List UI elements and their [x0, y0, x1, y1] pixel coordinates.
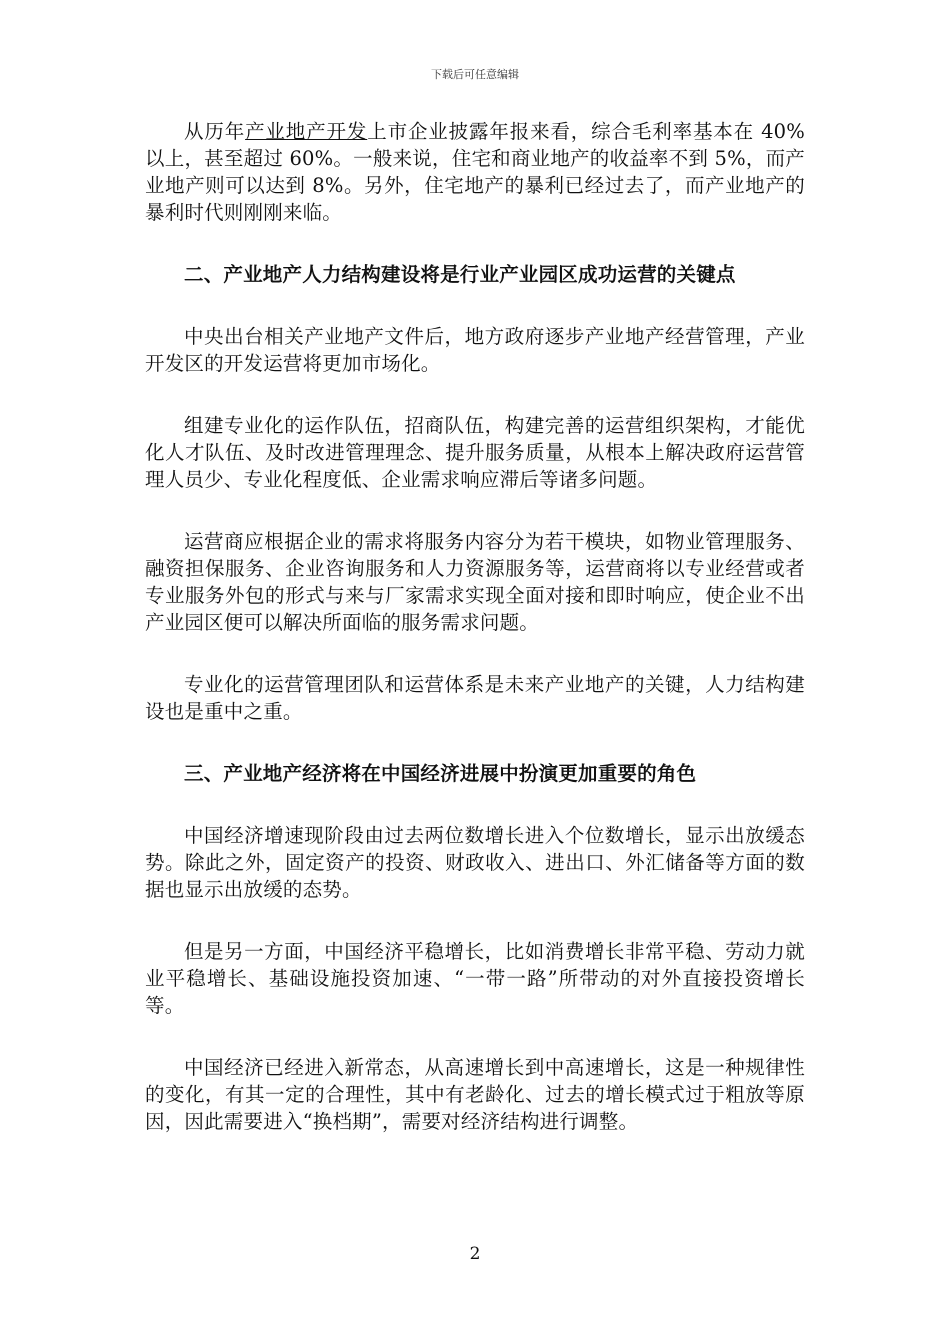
intro-paragraph	[145, 118, 805, 226]
page-number: 2	[469, 1244, 481, 1264]
section-3-paragraph-2: 但是另一方面，中国经济平稳增长，比如消费增长非常平稳、劳动力就业平稳增长、基础设施投资加速、“一带一路”所带动的对外直接投资增长等。	[145, 940, 805, 1017]
section-2-paragraph-1: 中央出台相关产业地产文件后，地方政府逐步产业地产经营管理，产业开发区的开发运营将更加市场化。	[145, 325, 805, 375]
intro-text-rest: 上市企业披露年报来看，综合毛利率基本在 40%以上，甚至超过 60%。一般来说，住宅和商业地产的收益率不到 5%，而产业地产则可以达到 8%。另外，住宅地产的暴利已经过去了，而产业地产的暴利时代则刚刚来临。	[145, 120, 806, 224]
underlined-term: 产业地产开发	[245, 120, 368, 143]
section-2-heading: 二、产业地产人力结构建设将是行业产业园区成功运营的关键点	[184, 263, 736, 286]
document-body	[145, 118, 805, 1170]
section-2-paragraph-3: 运营商应根据企业的需求将服务内容分为若干模块，如物业管理服务、融资担保服务、企业咨询服务和人力资源服务等，运营商将以专业经营或者专业服务外包的形式与来与厂家需求实现全面对接和即时响应，使企业不出产业园区便可以解决所面临的服务需求问题。	[145, 530, 805, 634]
section-3-heading: 三、产业地产经济将在中国经济进展中扮演更加重要的角色	[184, 762, 697, 785]
page-header: 下载后可任意编辑	[431, 68, 519, 81]
section-2-paragraph-4: 专业化的运营管理团队和运营体系是未来产业地产的关键，人力结构建设也是重中之重。	[145, 673, 805, 723]
intro-text-start: 从历年	[184, 120, 246, 143]
section-2-paragraph-2: 组建专业化的运作队伍，招商队伍，构建完善的运营组织架构，才能优化人才队伍、及时改进管理理念、提升服务质量，从根本上解决政府运营管理人员少、专业化程度低、企业需求响应滞后等诸多问题。	[145, 414, 805, 491]
section-3-paragraph-1: 中国经济增速现阶段由过去两位数增长进入个位数增长，显示出放缓态势。除此之外，固定资产的投资、财政收入、进出口、外汇储备等方面的数据也显示出放缓的态势。	[145, 824, 805, 901]
section-3-paragraph-3: 中国经济已经进入新常态，从高速增长到中高速增长，这是一种规律性的变化，有其一定的合理性，其中有老龄化、过去的增长模式过于粗放等原因，因此需要进入“换档期”，需要对经济结构进行调整。	[145, 1056, 805, 1133]
